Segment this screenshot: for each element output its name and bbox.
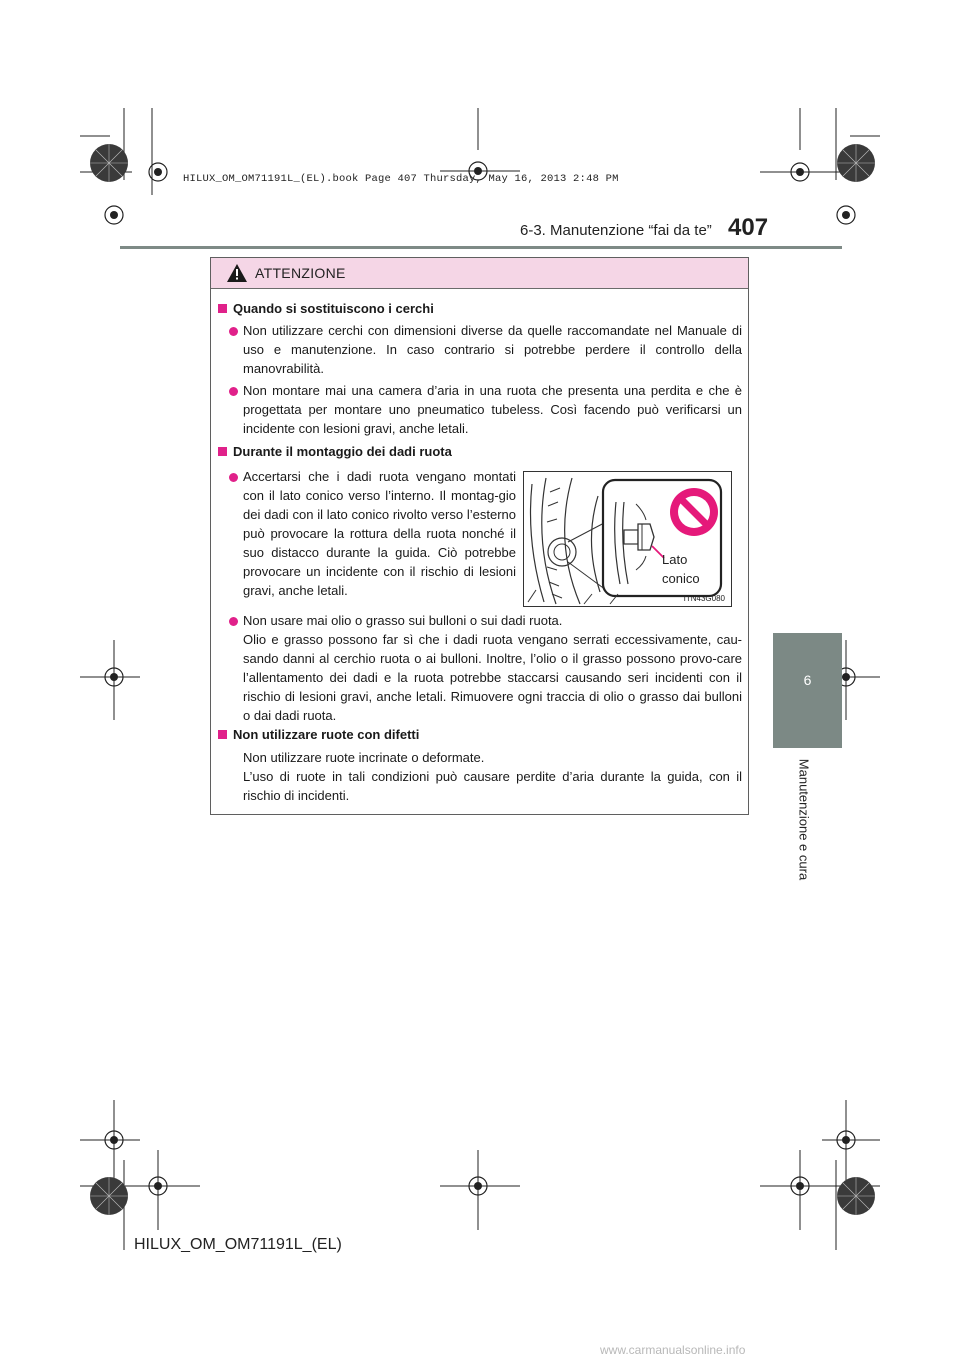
bullet-icon — [229, 327, 238, 336]
page-number: 407 — [728, 214, 769, 241]
figure-code: ITN43G080 — [683, 594, 725, 603]
chapter-tab[interactable] — [773, 633, 842, 748]
bullet-icon — [229, 473, 238, 482]
watermark: www.carmanualsonline.info — [600, 1343, 746, 1357]
section-title: 6-3. Manutenzione “fai da te” — [520, 222, 712, 239]
bullet-text-continuation: Olio e grasso possono far sì che i dadi ruota vengano serrati eccessivamente, cau-sando danni al cerchio ruota o ai bulloni. Inoltre, l’olio o il grasso possono provo-care l’allentamento dei dadi e la ruota potrebbe staccarsi causando seri incidenti con il rischio di lesioni gravi, anche letali. Rimuovere ogni traccia di olio o grasso dai bulloni o dai dadi ruota. — [243, 632, 742, 723]
header-rule — [120, 246, 842, 249]
bullet-text: Accertarsi che i dadi ruota vengano montati con il lato conico verso l’interno. Il montag-gio dei dadi con il lato conico rivolto verso l’esterno può provocare la rottura della ruota nonché il suo distacco durante la guida. Ciò potrebbe provocare un incidente con il rischio di lesioni gravi, anche letali. — [243, 469, 516, 598]
chapter-tab-label: Manutenzione e cura — [796, 758, 812, 881]
chapter-tab-number: 6 — [803, 672, 812, 688]
section-heading-defective-wheels: Non utilizzare ruote con difetti — [218, 727, 419, 742]
body-text: L’uso di ruote in tali condizioni può causare perdite d’aria durante la guida, con il rischio di incidenti. — [243, 769, 742, 803]
bullet-text: Non montare mai una camera d’aria in una ruota che presenta una perdita e che è progettata per montare uno pneumatico tubeless. Così facendo può verificarsi un incidente con lesioni gravi, anche letali. — [243, 383, 742, 436]
bullet-text: Non usare mai olio o grasso sui bulloni o sui dadi ruota. — [243, 613, 563, 628]
wheel-nut-illustration — [524, 472, 731, 606]
section-heading-nuts: Durante il montaggio dei dadi ruota — [218, 444, 452, 459]
square-bullet-icon — [218, 304, 227, 313]
footer-code: HILUX_OM_OM71191L_(EL) — [134, 1236, 342, 1253]
bullet-text: Non utilizzare cerchi con dimensioni diverse da quelle raccomandate nel Manuale di uso e manutenzione. In caso contrario si potrebbe perdere il controllo della manovrabilità. — [243, 323, 742, 376]
square-bullet-icon — [218, 447, 227, 456]
warning-title: ATTENZIONE — [255, 265, 346, 281]
wheel-nut-figure — [523, 471, 732, 607]
bullet-icon — [229, 617, 238, 626]
square-bullet-icon — [218, 730, 227, 739]
print-header: HILUX_OM_OM71191L_(EL).book Page 407 Thursday, May 16, 2013 2:48 PM — [183, 173, 619, 185]
section-heading-rims: Quando si sostituiscono i cerchi — [218, 301, 434, 316]
warning-triangle-icon — [227, 264, 247, 282]
warning-header — [211, 258, 748, 289]
figure-callout-label: Lato conico — [662, 552, 700, 586]
body-text: Non utilizzare ruote incrinate o deformate. — [243, 750, 485, 765]
bullet-icon — [229, 387, 238, 396]
